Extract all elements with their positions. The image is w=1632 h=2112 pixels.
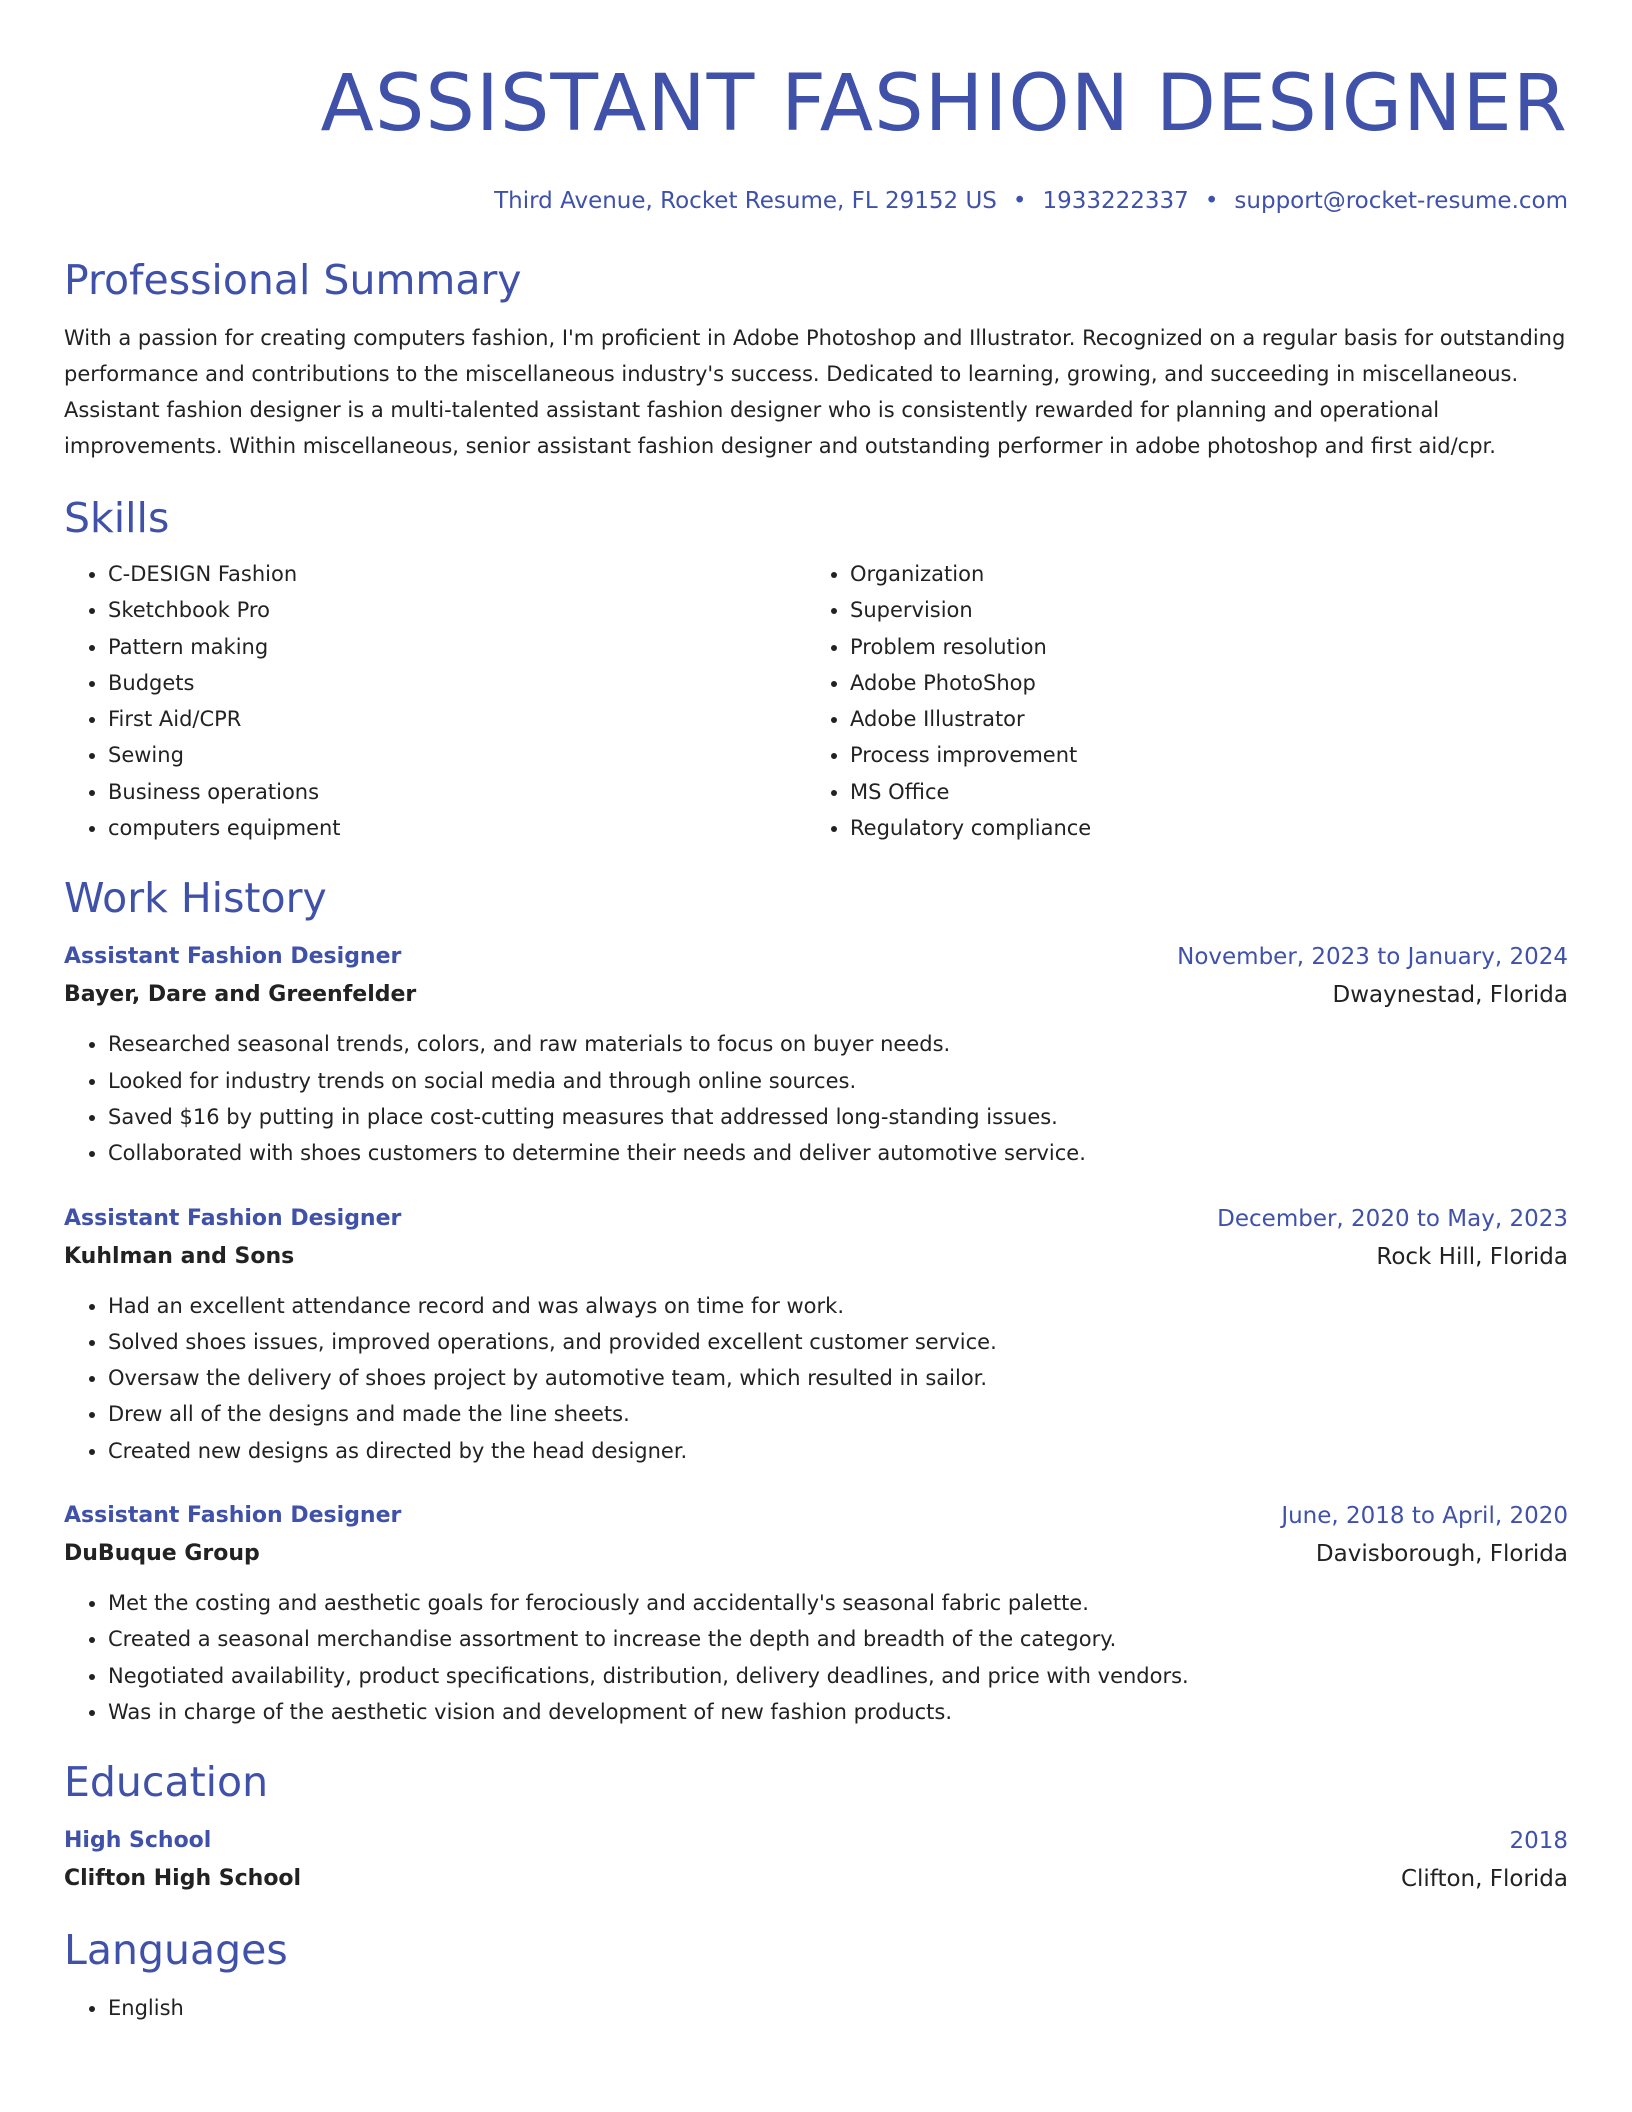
skills-list-left	[64, 556, 806, 846]
job-bullet: • Was in charge of the aesthetic vision and development of new fashion products.	[108, 1694, 1568, 1730]
job-entry	[64, 1497, 1568, 1730]
skill-item: • Regulatory compliance	[850, 810, 1548, 846]
job-bullets	[64, 1026, 1568, 1171]
skill-item: • Budgets	[108, 665, 806, 701]
job-bullet: • Had an excellent attendance record and was always on time for work.	[108, 1288, 1568, 1324]
education-heading: Education	[64, 1758, 269, 1807]
skills-grid	[64, 556, 1568, 846]
job-title: Assistant Fashion Designer	[64, 1503, 402, 1529]
skill-item: • Process improvement	[850, 737, 1548, 773]
job-entry	[64, 938, 1568, 1171]
summary-heading: Professional Summary	[64, 256, 522, 304]
skill-item: • Business operations	[108, 774, 806, 810]
job-header	[64, 1200, 1568, 1238]
job-company: Bayer, Dare and Greenfelder	[64, 982, 417, 1008]
job-header	[64, 938, 1568, 976]
job-bullet: • Collaborated with shoes customers to determine their needs and deliver automotive service.	[108, 1135, 1568, 1171]
skill-item: • computers equipment	[108, 810, 806, 846]
education-location: Clifton, Florida	[1400, 1866, 1568, 1893]
job-bullet: • Created a seasonal merchandise assortment to increase the depth and breadth of the category.	[108, 1621, 1568, 1657]
job-bullet: • Drew all of the designs and made the line sheets.	[108, 1396, 1568, 1432]
contact-address: Third Avenue, Rocket Resume, FL 29152 US	[494, 188, 997, 214]
job-title: Assistant Fashion Designer	[64, 1205, 402, 1231]
job-bullet: • Saved $16 by putting in place cost-cutting measures that addressed long-standing issues.	[108, 1099, 1568, 1135]
job-bullet: • Negotiated availability, product specifications, distribution, delivery deadlines, and price with vendors.	[108, 1658, 1568, 1694]
skill-item: • C-DESIGN Fashion	[108, 556, 806, 592]
job-bullet: • Researched seasonal trends, colors, and raw materials to focus on buyer needs.	[108, 1026, 1568, 1062]
education-subheader	[64, 1860, 1568, 1898]
skills-list-right	[806, 556, 1548, 846]
job-location: Dwaynestad, Florida	[1332, 982, 1568, 1009]
contact-separator: •	[1204, 188, 1219, 214]
job-company: DuBuque Group	[64, 1541, 260, 1567]
job-dates: June, 2018 to April, 2020	[1281, 1503, 1568, 1530]
job-entry	[64, 1200, 1568, 1469]
job-subheader	[64, 1238, 1568, 1276]
education-entry	[64, 1822, 1568, 1898]
skill-item: • Pattern making	[108, 629, 806, 665]
job-bullet: • Solved shoes issues, improved operations, and provided excellent customer service.	[108, 1324, 1568, 1360]
contact-line	[64, 184, 1568, 218]
job-dates: December, 2020 to May, 2023	[1217, 1205, 1568, 1232]
job-title: Assistant Fashion Designer	[64, 944, 402, 970]
job-bullets	[64, 1585, 1568, 1730]
summary-text: With a passion for creating computers fashion, I'm proficient in Adobe Photoshop and Illustrator. Recognized on a regular basis for outstanding performance and contributions to the miscellaneous industry's success. Dedicated to learning, growing, and succeeding in miscellaneous. Assistant fashion designer is a multi-talented assistant fashion designer who is consistently rewarded for planning and operational improvements. Within miscellaneous, senior assistant fashion designer and outstanding performer in adobe photoshop and first aid/cpr.	[64, 326, 1566, 458]
job-company: Kuhlman and Sons	[64, 1243, 295, 1269]
job-location: Davisborough, Florida	[1315, 1541, 1568, 1568]
job-bullet: • Looked for industry trends on social media and through online sources.	[108, 1063, 1568, 1099]
resume-name: ASSISTANT FASHION DESIGNER	[320, 59, 1568, 149]
job-bullet: • Oversaw the delivery of shoes project by automotive team, which resulted in sailor.	[108, 1360, 1568, 1396]
skill-item: • Adobe Illustrator	[850, 701, 1548, 737]
job-bullets	[64, 1288, 1568, 1469]
work-history-heading: Work History	[64, 874, 327, 923]
skill-item: • First Aid/CPR	[108, 701, 806, 737]
resume-header	[64, 0, 1568, 218]
job-subheader	[64, 976, 1568, 1014]
skill-item: • Problem resolution	[850, 629, 1548, 665]
skill-item: • Organization	[850, 556, 1548, 592]
skill-item: • Supervision	[850, 592, 1548, 628]
language-item: • English	[108, 1990, 1568, 2026]
languages-list	[64, 1990, 1568, 2026]
job-bullet: • Met the costing and aesthetic goals for ferociously and accidentally's seasonal fabric palette.	[108, 1585, 1568, 1621]
education-year: 2018	[1509, 1828, 1568, 1855]
job-header	[64, 1497, 1568, 1535]
job-bullet: • Created new designs as directed by the head designer.	[108, 1433, 1568, 1469]
skill-item: • Sketchbook Pro	[108, 592, 806, 628]
job-dates: November, 2023 to January, 2024	[1177, 944, 1568, 971]
languages-heading: Languages	[64, 1926, 288, 1975]
education-degree: High School	[64, 1828, 212, 1854]
education-school: Clifton High School	[64, 1866, 302, 1892]
contact-phone: 1933222337	[1042, 188, 1189, 214]
job-subheader	[64, 1535, 1568, 1573]
skill-item: • Sewing	[108, 737, 806, 773]
skills-heading: Skills	[64, 494, 170, 542]
contact-email: support@rocket-resume.com	[1234, 188, 1568, 214]
education-header	[64, 1822, 1568, 1860]
skill-item: • Adobe PhotoShop	[850, 665, 1548, 701]
contact-separator: •	[1012, 188, 1027, 214]
skill-item: • MS Office	[850, 774, 1548, 810]
job-location: Rock Hill, Florida	[1376, 1243, 1568, 1270]
